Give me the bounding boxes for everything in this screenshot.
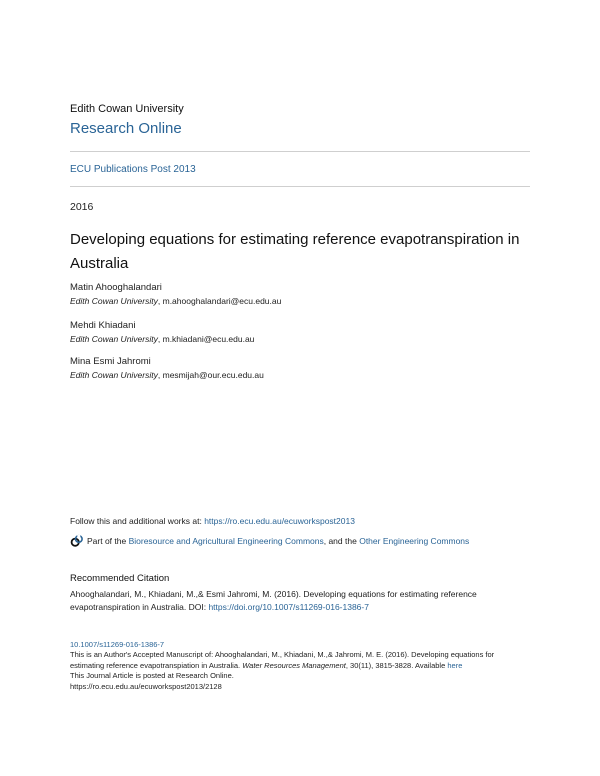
- citation-body: Ahooghalandari, M., Khiadani, M.,& Esmi Jahromi, M. (2016). Developing equations for estimating reference evapotranspiration in Australia. DOI:: [70, 589, 477, 612]
- citation-heading: Recommended Citation: [70, 573, 170, 584]
- follow-url-link[interactable]: https://ro.ecu.edu.au/ecuworkspost2013: [204, 516, 355, 526]
- posted-url[interactable]: https://ro.ecu.edu.au/ecuworkspost2013/2128: [70, 681, 222, 691]
- author-name: Mina Esmi Jahromi: [70, 356, 151, 367]
- other-engineering-commons-link[interactable]: Other Engineering Commons: [359, 536, 470, 546]
- posted-text: This Journal Article is posted at Research Online.: [70, 671, 234, 680]
- follow-line: [70, 516, 355, 526]
- citation-doi-link[interactable]: https://doi.org/10.1007/s11269-016-1386-7: [208, 602, 369, 612]
- author-name: Matin Ahooghalandari: [70, 282, 162, 293]
- article-title: Developing equations for estimating reference evapotranspiration in Australia: [70, 231, 520, 272]
- author-affiliation: Edith Cowan University, m.ahooghalandari@ecu.edu.au: [70, 296, 282, 306]
- author-name: Mehdi Khiadani: [70, 320, 136, 331]
- author-email[interactable]: mesmijah@our.ecu.edu.au: [162, 370, 264, 380]
- part-of-middle: , and the: [323, 536, 357, 546]
- here-link[interactable]: here: [447, 660, 463, 670]
- publication-year: 2016: [70, 201, 94, 213]
- doi-link[interactable]: 10.1007/s11269-016-1386-7: [70, 640, 165, 649]
- author-email[interactable]: m.khiadani@ecu.edu.au: [162, 334, 255, 344]
- series-link[interactable]: ECU Publications Post 2013: [70, 164, 196, 175]
- part-of-line: [70, 534, 469, 548]
- divider: [70, 186, 530, 187]
- note-suffix: , 30(11), 3815-3828. Available: [345, 660, 446, 670]
- author-affiliation: Edith Cowan University, mesmijah@our.ecu.edu.au: [70, 370, 264, 380]
- citation-text: [70, 588, 510, 614]
- part-of-prefix: Part of the: [87, 536, 127, 546]
- repository-name[interactable]: Research Online: [70, 120, 182, 137]
- bioresource-commons-link[interactable]: Bioresource and Agricultural Engineering Commons: [128, 536, 324, 546]
- divider: [70, 151, 530, 152]
- author-institution: Edith Cowan University: [70, 296, 158, 306]
- author-email[interactable]: m.ahooghalandari@ecu.edu.au: [162, 296, 282, 306]
- author-institution: Edith Cowan University: [70, 334, 158, 344]
- author-affiliation: Edith Cowan University, m.khiadani@ecu.edu.au: [70, 334, 255, 344]
- author-institution: Edith Cowan University: [70, 370, 158, 380]
- institution-name: Edith Cowan University: [70, 103, 184, 115]
- open-access-icon: [70, 534, 84, 548]
- follow-label: Follow this and additional works at:: [70, 516, 202, 526]
- note-prefix: This is an Author's Accepted Manuscript of: Ahooghalandari, M., Khiadani, M.,& Jahromi, M. E. (2016). Developing equations for estimating reference evapotranspiation in Australia.: [70, 650, 495, 670]
- manuscript-note: [70, 650, 530, 692]
- journal-name: Water Resources Management: [242, 660, 346, 670]
